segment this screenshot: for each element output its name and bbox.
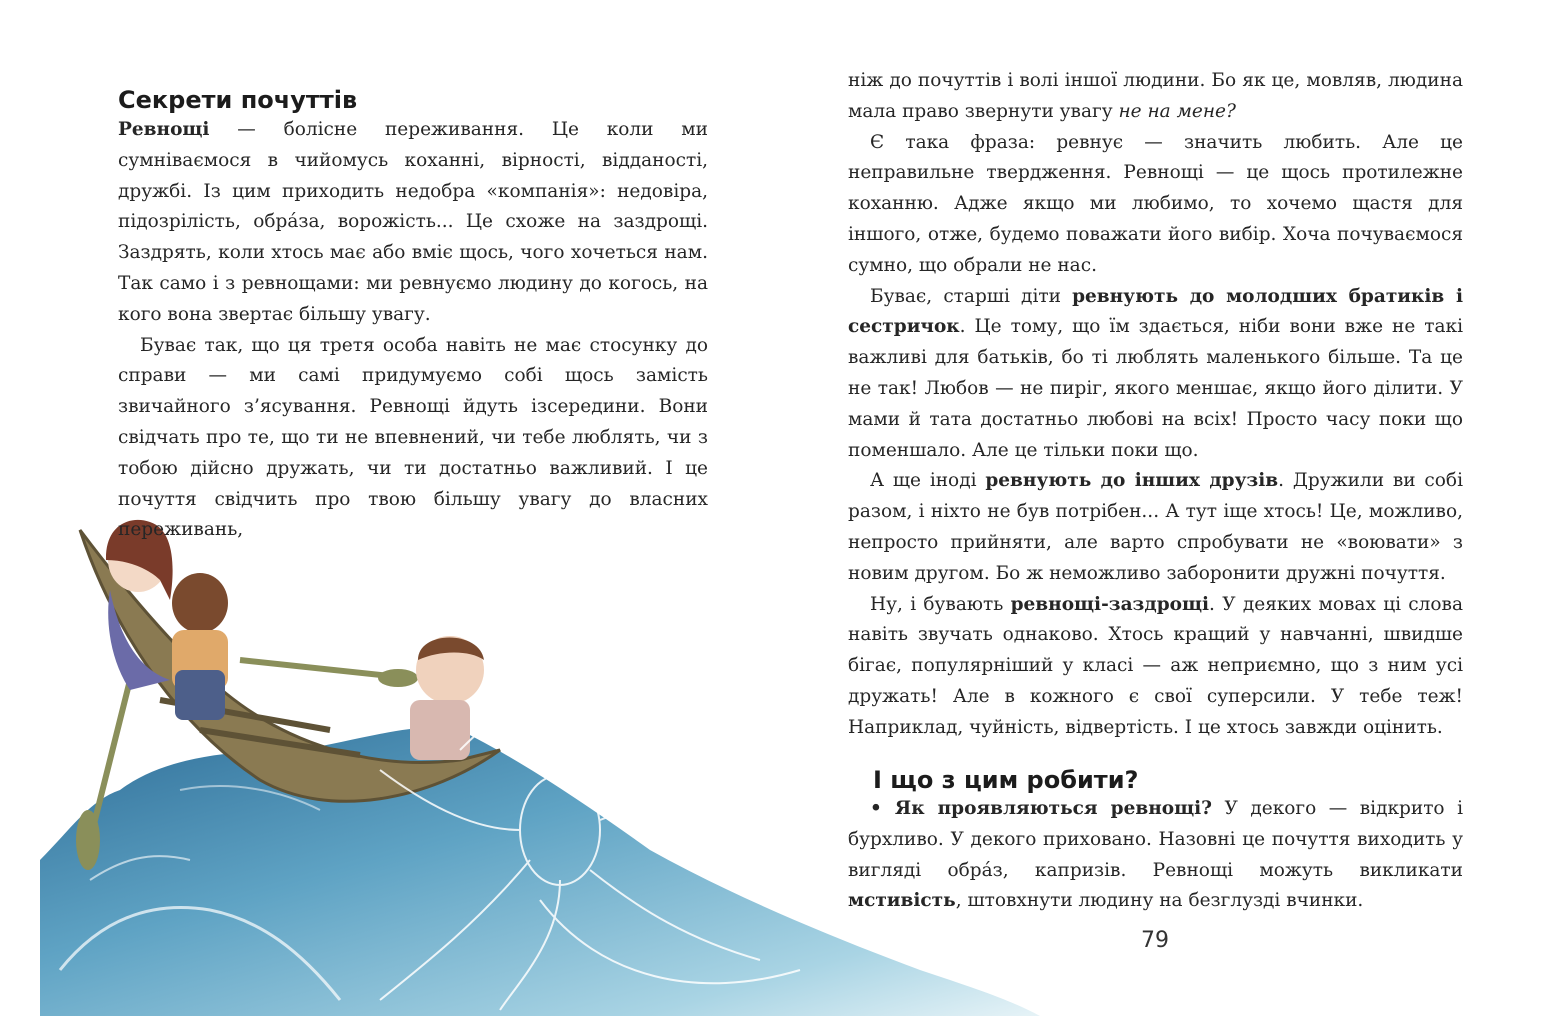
left-text-block [118, 115, 708, 546]
right-text-block-2 [848, 794, 1463, 917]
term-jealousy: Ревнощі [118, 119, 210, 140]
right-paragraph-5: • Як проявляються ревнощі? У декого — відкрито і бурхливо. У декого приховано. Назовні це почуття виходить у вигляді обрáз, капризів. Ревнощі можуть викликати мстивість, штовхнути людину на безглузді вчинки. [848, 798, 1463, 912]
right-paragraph-4: Ну, і бувають ревнощі-заздрощі. У деяких мовах ці слова навіть звучать однаково. Хтось кращий у навчанні, швидше бігає, популярніший у класі — аж неприємно, що з ним усі дружать! Але в кожного є свої суперсили. У тебе теж! Наприклад, чуйність, відвертість. І це хтось завжди оцінить. [848, 593, 1464, 738]
right-paragraph-3: А ще іноді ревнують до інших друзів. Дружили ви собі разом, і ніхто не був потрібен... А тут іще хтось! Це, можливо, непросто прийняти, але варто спробувати не «воювати» з новим другом. Бо ж неможливо заборонити дружні почуття. [848, 470, 1463, 584]
section-heading: Секрети почуттів [118, 86, 358, 114]
right-page [779, 0, 1558, 1016]
left-paragraph-1: Ревнощі — болісне переживання. Це коли ми сумніваємося в чийомусь коханні, вірності, відданості, дружбі. Із цим приходить недобра «компанія»: недовіра, підозрілість, обрáза, ворожість... Це схоже на заздрощі. Заздрять, коли хтось має або вміє щось, чого хочеться нам. Так само і з ревнощами: ми ревнуємо людину до когось, на кого вона звертає більшу увагу. [118, 119, 708, 325]
right-text-block [848, 66, 1463, 744]
left-paragraph-2: Буває так, що ця третя особа навіть не має стосунку до справи — ми самі придумуємо собі щось замість звичайного з’ясування. Ревнощі йдуть ізсередини. Вони свідчать про те, що ти не впевнений, чи тебе люблять, чи з тобою дійсно дружать, чи ти достатньо важливий. І це почуття свідчить про твою більшу увагу до власних переживань, [118, 334, 708, 541]
right-paragraph-1: Є така фраза: ревнує — значить любить. Але це неправильне твердження. Ревнощі — це щось протилежне коханню. Адже якщо ми любимо, то хочемо щастя для іншого, отже, будемо поважати його вибір. Хоча почуваємося сумно, що обрали не нас. [848, 131, 1463, 276]
page-number: 79 [1141, 928, 1169, 953]
section-heading-2: І що з цим робити? [873, 766, 1139, 794]
right-paragraph-2: Буває, старші діти ревнують до молодших братиків і сестричок. Це тому, що їм здається, ніби вони вже не такі важливі для батьків, бо ті люблять маленького більше. Та це не так! Любов — не пиріг, якого меншає, якщо його ділити. У мами й тата достатньо любові на всіх! Просто часу поки що поменшало. Але це тільки поки що. [848, 285, 1463, 461]
right-paragraph-0: ніж до почуттів і волі іншої людини. Бо як це, мовляв, людина мала право звернути увагу не на мене? [848, 70, 1463, 122]
